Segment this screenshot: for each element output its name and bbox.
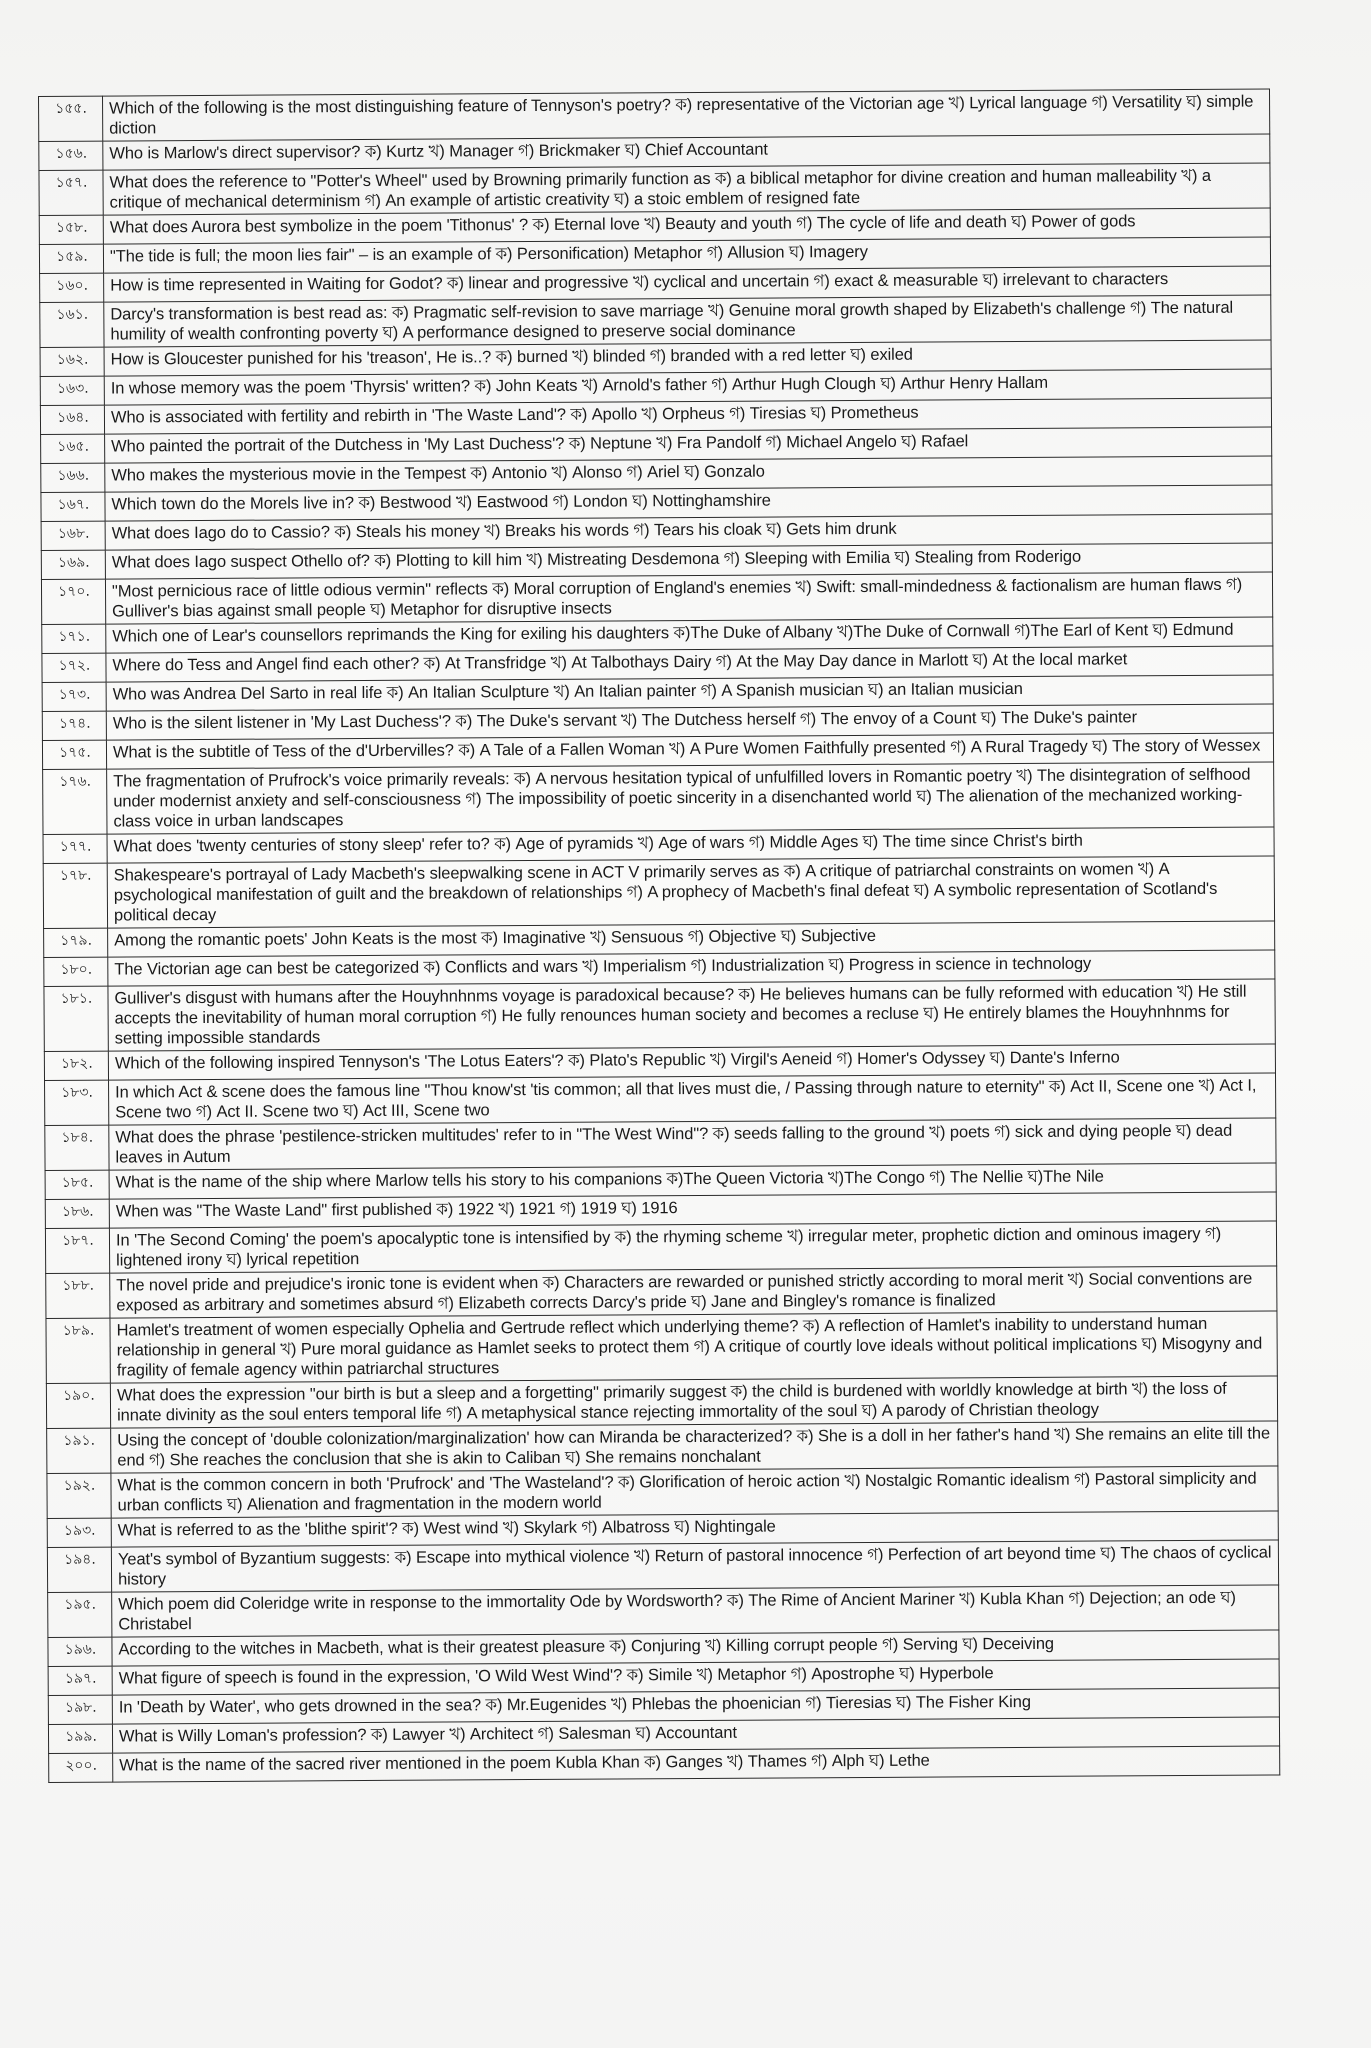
question-text: Who makes the mysterious movie in the Tempest ক) Antonio খ) Alonso গ) Ariel ঘ) Gonzalo	[105, 456, 1272, 492]
question-number: ১৮৭.	[45, 1228, 109, 1273]
question-text: In 'Death by Water', who gets drowned in the sea? ক) Mr.Eugenides খ) Phlebas the phoenician গ) Tieresias ঘ) The Fisher King	[112, 1688, 1279, 1724]
question-text: The Victorian age can best be categorized ক) Conflicts and wars খ) Imperialism গ) Industrialization ঘ) Progress in science in technology	[108, 950, 1275, 986]
question-number: ১৭৪.	[42, 711, 106, 740]
question-text: Who is Marlow's direct supervisor? ক) Kurtz খ) Manager গ) Brickmaker ঘ) Chief Accountant	[103, 134, 1270, 170]
question-text: The novel pride and prejudice's ironic tone is evident when ক) Characters are rewarded or punished strictly according to moral merit খ) Social conventions are exposed as arbitrary and sometimes absurd গ) Elizabeth corrects Darcy's pride ঘ) Jane and Bingley's romance is finalized	[110, 1266, 1277, 1318]
question-text: "Most pernicious race of little odious vermin" reflects ক) Moral corruption of England's enemies খ) Swift: small-mindedness & factionalism are human flaws গ) Gulliver's bias against small people ঘ) Metaphor for disruptive insects	[105, 572, 1272, 624]
question-number: ১৬০.	[40, 273, 104, 302]
question-number: ১৮১.	[44, 986, 108, 1051]
question-text: Hamlet's treatment of women especially Ophelia and Gertrude reflect which underlying theme? ক) A reflection of Hamlet's inability to understand human relationship in general খ) Pure moral guidance as Hamlet seeks to protect them গ) A critique of courtly love ideals without political implications ঘ) Misogyny and fragility of female agency within patriarchal structures	[110, 1311, 1277, 1383]
question-text: Where do Tess and Angel find each other? ক) At Transfridge খ) At Talbothays Dairy গ) At the May Day dance in Marlott ঘ) At the local market	[106, 646, 1273, 682]
question-text: Who was Andrea Del Sarto in real life ক) An Italian Sculpture খ) An Italian painter গ) A Spanish musician ঘ) an Italian musician	[106, 675, 1273, 711]
question-text: Among the romantic poets' John Keats is the most ক) Imaginative খ) Sensuous গ) Objective ঘ) Subjective	[108, 921, 1275, 957]
question-number: ১৭২.	[42, 653, 106, 682]
question-text: When was "The Waste Land" first published ক) 1922 খ) 1921 গ) 1919 ঘ) 1916	[109, 1192, 1276, 1228]
question-number: ১৫৬.	[39, 141, 103, 170]
question-row	[47, 1540, 1278, 1593]
question-text: Shakespeare's portrayal of Lady Macbeth's sleepwalking scene in ACT V primarily serves as ক) A critique of patriarchal constraints on women খ) A psychological manifestation of guilt and the breakdown of relationships গ) A prophecy of Macbeth's final defeat ঘ) A symbolic representation of Scotland's political decay	[107, 856, 1274, 928]
question-text: What is the name of the sacred river mentioned in the poem Kubla Khan ক) Ganges খ) Thames গ) Alph ঘ) Lethe	[113, 1746, 1280, 1782]
question-text: Gulliver's disgust with humans after the Houyhnhnms voyage is paradoxical because? ক) He believes humans can be fully reformed with education খ) He still accepts the inevitability of human moral corruption গ) He fully renounces human society and becomes a recluse ঘ) He entirely blames the Houyhnhnms for setting impossible standards	[108, 979, 1275, 1051]
question-row	[46, 1376, 1277, 1429]
question-number: ১৮৩.	[45, 1080, 109, 1125]
question-number: ১৬২.	[40, 347, 104, 376]
question-number: ১৬৬.	[41, 463, 105, 492]
question-text: Who is the silent listener in 'My Last Duchess'? ক) The Duke's servant খ) The Dutchess herself গ) The envoy of a Count ঘ) The Duke's painter	[106, 704, 1273, 740]
question-text: How is Gloucester punished for his 'treason', He is..? ক) burned খ) blinded গ) branded with a red letter ঘ) exiled	[104, 340, 1271, 376]
question-number: ১৯১.	[47, 1428, 111, 1473]
question-text: What is Willy Loman's profession? ক) Lawyer খ) Architect গ) Salesman ঘ) Accountant	[112, 1717, 1279, 1753]
question-number: ১৯৯.	[48, 1724, 112, 1753]
question-number: ১৭৬.	[43, 769, 107, 834]
question-row	[47, 1466, 1278, 1519]
question-row	[40, 295, 1271, 348]
question-text: In 'The Second Coming' the poem's apocalyptic tone is intensified by ক) the rhyming scheme খ) irregular meter, prophetic diction and ominous imagery গ) lightened irony ঘ) lyrical repetition	[109, 1221, 1276, 1273]
question-row	[39, 163, 1270, 216]
question-number: ১৬১.	[40, 302, 104, 347]
question-row	[44, 979, 1275, 1052]
question-number: ১৯৩.	[47, 1518, 111, 1547]
question-number: ১৯৭.	[48, 1666, 112, 1695]
question-number: ১৮২.	[44, 1051, 108, 1080]
question-row	[48, 1585, 1279, 1638]
question-row	[46, 1266, 1277, 1319]
question-text: According to the witches in Macbeth, what is their greatest pleasure ক) Conjuring খ) Killing corrupt people গ) Serving ঘ) Deceiving	[112, 1630, 1279, 1666]
question-text: Which of the following inspired Tennyson's 'The Lotus Eaters'? ক) Plato's Republic খ) Virgil's Aeneid গ) Homer's Odyssey ঘ) Dante's Inferno	[108, 1044, 1275, 1080]
question-number: ১৮৫.	[45, 1170, 109, 1199]
question-text: What is the subtitle of Tess of the d'Urbervilles? ক) A Tale of a Fallen Woman খ) A Pure Women Faithfully presented গ) A Rural Tragedy ঘ) The story of Wessex	[106, 733, 1273, 769]
question-text: Which of the following is the most distinguishing feature of Tennyson's poetry? ক) representative of the Victorian age খ) Lyrical language গ) Versatility ঘ) simple diction	[103, 89, 1270, 141]
question-number: ১৮৯.	[46, 1318, 110, 1383]
question-number: ১৮৮.	[46, 1273, 110, 1318]
question-text: What does the expression "our birth is but a sleep and a forgetting" primarily suggest ক) the child is burdened with worldly knowledge at birth খ) the loss of innate divinity as the soul enters temporal life গ) A metaphysical stance rejecting immortality of the soul ঘ) A parody of Christian theology	[110, 1376, 1277, 1428]
question-number: ১৬৯.	[41, 550, 105, 579]
question-row	[41, 572, 1272, 625]
question-number: ১৫৫.	[39, 96, 103, 141]
question-number: ১৯৪.	[47, 1547, 111, 1592]
question-row	[47, 1421, 1278, 1474]
question-text: What figure of speech is found in the expression, 'O Wild West Wind'? ক) Simile খ) Metaphor গ) Apostrophe ঘ) Hyperbole	[112, 1659, 1279, 1695]
question-number: ১৯৫.	[48, 1592, 112, 1637]
question-text: What does Iago do to Cassio? ক) Steals his money খ) Breaks his words গ) Tears his cloak ঘ) Gets him drunk	[105, 514, 1272, 550]
question-text: The fragmentation of Prufrock's voice primarily reveals: ক) A nervous hesitation typical of unfulfilled lovers in Romantic poetry খ) The disintegration of selfhood under modernist anxiety and self-consciousness গ) The impossibility of poetic sincerity in a disenchanted world ঘ) The alienation of the mechanized working-class voice in urban landscapes	[107, 762, 1274, 834]
question-text: Which one of Lear's counsellors reprimands the King for exiling his daughters ক)The Duke of Albany খ)The Duke of Cornwall গ)The Earl of Kent ঘ) Edmund	[106, 617, 1273, 653]
question-text: Who painted the portrait of the Dutchess in 'My Last Duchess'? ক) Neptune খ) Fra Pandolf গ) Michael Angelo ঘ) Rafael	[105, 427, 1272, 463]
question-text: In whose memory was the poem 'Thyrsis' written? ক) John Keats খ) Arnold's father গ) Arthur Hugh Clough ঘ) Arthur Henry Hallam	[104, 369, 1271, 405]
question-text: What is the name of the ship where Marlow tells his story to his companions ক)The Queen Victoria খ)The Congo গ) The Nellie ঘ)The Nile	[109, 1163, 1276, 1199]
question-number: ১৬৪.	[40, 405, 104, 434]
question-text: What does 'twenty centuries of stony sleep' refer to? ক) Age of pyramids খ) Age of wars গ) Middle Ages ঘ) The time since Christ's birth	[107, 827, 1274, 863]
question-number: ১৭৩.	[42, 682, 106, 711]
question-number: ১৮০.	[44, 957, 108, 986]
question-text: "The tide is full; the moon lies fair" – is an example of ক) Personification) Metaphor গ) Allusion ঘ) Imagery	[103, 237, 1270, 273]
question-text: What is the common concern in both 'Prufrock' and 'The Wasteland'? ক) Glorification of heroic action খ) Nostalgic Romantic idealism গ) Pastoral simplicity and urban conflicts ঘ) Alienation and fragmentation in the modern world	[111, 1466, 1278, 1518]
question-text: What does Aurora best symbolize in the poem 'Tithonus' ? ক) Eternal love খ) Beauty and youth গ) The cycle of life and death ঘ) Power of gods	[103, 208, 1270, 244]
question-row	[39, 89, 1270, 142]
question-text: What does Iago suspect Othello of? ক) Plotting to kill him খ) Mistreating Desdemona গ) Sleeping with Emilia ঘ) Stealing from Roderigo	[105, 543, 1272, 579]
question-number: ১৭৯.	[44, 928, 108, 957]
question-row	[45, 1221, 1276, 1274]
question-number: ১৮৬.	[45, 1199, 109, 1228]
question-number: ১৫৭.	[39, 170, 103, 215]
question-number: ১৫৯.	[39, 244, 103, 273]
question-table	[38, 88, 1280, 1782]
question-table-body	[39, 89, 1280, 1782]
question-text: Who is associated with fertility and rebirth in 'The Waste Land'? ক) Apollo খ) Orpheus গ) Tiresias ঘ) Prometheus	[104, 398, 1271, 434]
question-number: ২০০.	[49, 1753, 113, 1782]
question-text: Using the concept of 'double colonization/marginalization' how can Miranda be characterized? ক) She is a doll in her father's hand খ) She remains an elite till the end গ) She reaches the conclusion that she is akin to Caliban ঘ) She remains nonchalant	[111, 1421, 1278, 1473]
question-text: What does the reference to "Potter's Wheel" used by Browning primarily function as ক) a biblical metaphor for divine creation and human malleability খ) a critique of mechanical determinism গ) An example of artistic creativity ঘ) a stoic emblem of resigned fate	[103, 163, 1270, 215]
question-number: ১৭৮.	[43, 863, 107, 928]
question-text: In which Act & scene does the famous line "Thou know'st 'tis common; all that lives must die, / Passing through nature to eternity" ক) Act II, Scene one খ) Act I, Scene two গ) Act II. Scene two ঘ) Act III, Scene two	[109, 1073, 1276, 1125]
question-text: Yeat's symbol of Byzantium suggests: ক) Escape into mythical violence খ) Return of pastoral innocence গ) Perfection of art beyond time ঘ) The chaos of cyclical history	[111, 1540, 1278, 1592]
question-number: ১৯০.	[46, 1383, 110, 1428]
question-row	[49, 1746, 1280, 1783]
question-text: How is time represented in Waiting for Godot? ক) linear and progressive খ) cyclical and uncertain গ) exact & measurable ঘ) irrelevant to characters	[104, 266, 1271, 302]
question-number: ১৬৭.	[41, 492, 105, 521]
question-number: ১৯২.	[47, 1473, 111, 1518]
question-number: ১৬৮.	[41, 521, 105, 550]
question-text: Which town do the Morels live in? ক) Bestwood খ) Eastwood গ) London ঘ) Nottinghamshire	[105, 485, 1272, 521]
question-row	[45, 1073, 1276, 1126]
question-text: What does the phrase 'pestilence-stricken multitudes' refer to in "The West Wind"? ক) seeds falling to the ground খ) poets গ) sick and dying people ঘ) dead leaves in Autum	[109, 1118, 1276, 1170]
question-number: ১৭৫.	[42, 740, 106, 769]
question-number: ১৮৪.	[45, 1125, 109, 1170]
question-number: ১৬৫.	[41, 434, 105, 463]
question-row	[46, 1311, 1277, 1384]
question-number: ১৭৭.	[43, 834, 107, 863]
question-number: ১৯৮.	[48, 1695, 112, 1724]
question-text: Darcy's transformation is best read as: ক) Pragmatic self-revision to save marriage খ) Genuine moral growth shaped by Elizabeth's challenge গ) The natural humility of wealth confronting poverty ঘ) A performance designed to preserve social dominance	[104, 295, 1271, 347]
question-row	[45, 1118, 1276, 1171]
question-number: ১৭১.	[42, 624, 106, 653]
question-number: ১৫৮.	[39, 215, 103, 244]
question-number: ১৯৬.	[48, 1637, 112, 1666]
question-row	[43, 762, 1274, 835]
question-number: ১৬৩.	[40, 376, 104, 405]
question-text: Which poem did Coleridge write in response to the immortality Ode by Wordsworth? ক) The Rime of Ancient Mariner খ) Kubla Khan গ) Dejection; an ode ঘ) Christabel	[112, 1585, 1279, 1637]
question-row	[43, 856, 1274, 929]
question-number: ১৭০.	[41, 579, 105, 624]
question-text: What is referred to as the 'blithe spirit'? ক) West wind খ) Skylark গ) Albatross ঘ) Nightingale	[111, 1511, 1278, 1547]
